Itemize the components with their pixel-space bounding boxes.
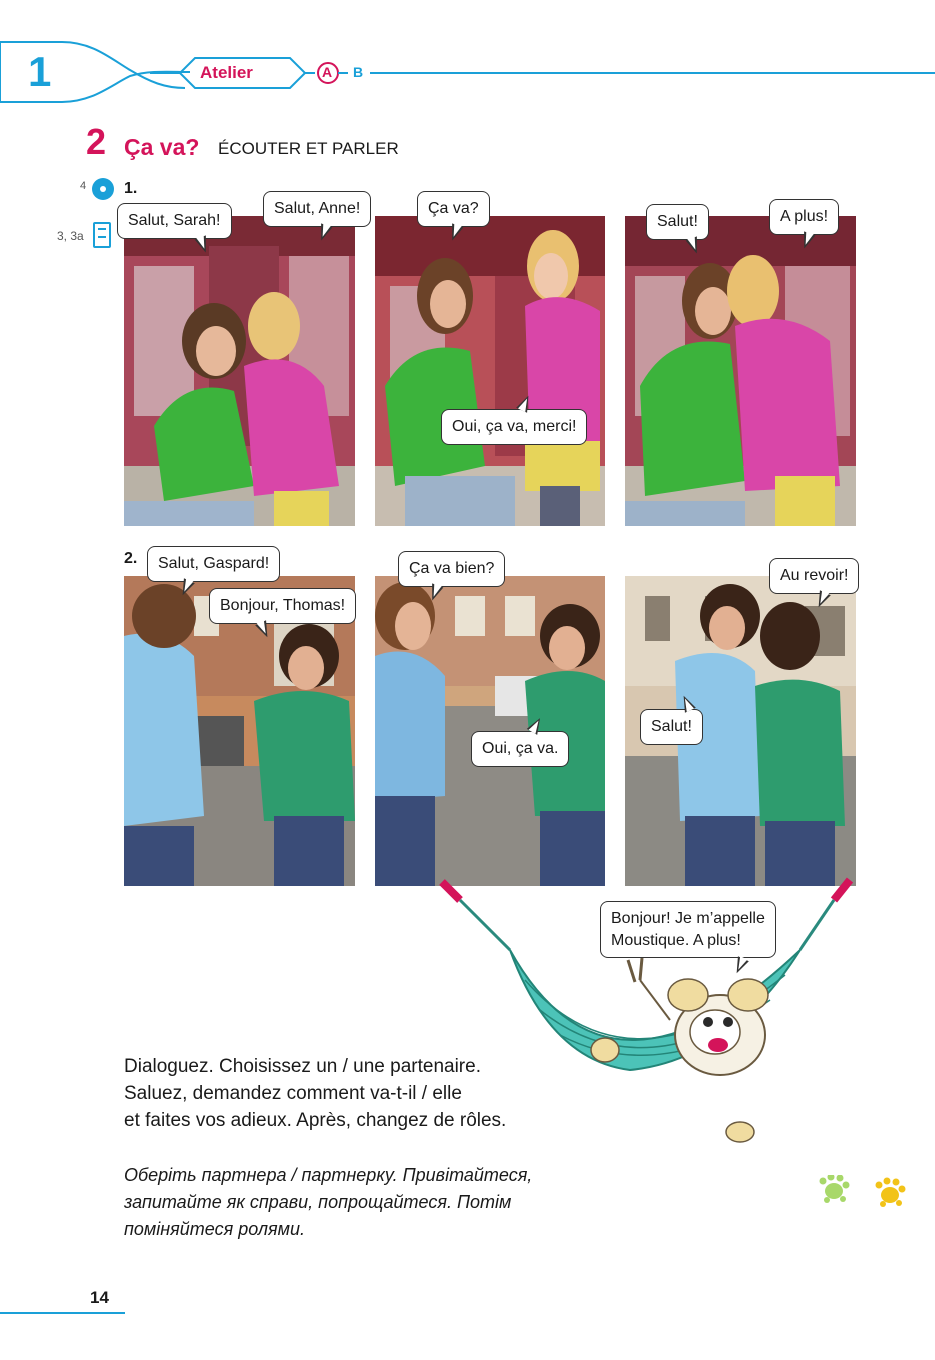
bubble-a-plus: A plus! [769, 199, 839, 235]
page-number: 14 [90, 1288, 109, 1307]
bubble-ca-va: Ça va? [417, 191, 490, 227]
header-ribbon [0, 0, 935, 110]
exercise-number: 2 [86, 121, 107, 162]
bubble-mascot [600, 901, 776, 958]
section-label: Atelier [200, 63, 253, 82]
bubble-salut-sarah: Salut, Sarah! [117, 203, 232, 239]
instructions-french [124, 1053, 506, 1134]
instruction-line: Dialoguez. Choisissez un / une partenaire. [124, 1056, 481, 1077]
audio-cd-icon[interactable] [92, 178, 114, 200]
tab-a[interactable]: A [322, 64, 333, 80]
bubble-salut-anne: Salut, Anne! [263, 191, 371, 227]
photo-ca-va [375, 216, 605, 526]
footer-divider [0, 1312, 125, 1314]
paw-prints-icon [818, 1175, 913, 1215]
bubble-salut-gaspard: Salut, Gaspard! [147, 546, 280, 582]
bubble-salut-2: Salut! [640, 709, 703, 745]
dialogue-1-label: 1. [124, 180, 138, 197]
instructions-ukrainian [124, 1162, 532, 1243]
workbook-reference: 3, 3a [57, 229, 84, 243]
audio-track-number: 4 [80, 180, 87, 192]
tab-b[interactable]: B [353, 64, 364, 80]
exercise-title: Ça va? [124, 134, 200, 160]
mascot-line-2: Moustique. A plus! [611, 931, 741, 949]
dialogue-2-label: 2. [124, 550, 138, 567]
instruction-line: et faites vos adieux. Après, changez de rôles. [124, 1110, 507, 1131]
bubble-oui-ca-va-merci: Oui, ça va, merci! [441, 409, 587, 445]
bubble-ca-va-bien: Ça va bien? [398, 551, 505, 587]
bubble-oui-ca-va: Oui, ça va. [471, 731, 569, 767]
instruction-line: запитайте як справи, попрощайтеся. Потім [124, 1192, 512, 1212]
bubble-bonjour-thomas: Bonjour, Thomas! [209, 588, 356, 624]
bubble-salut-1: Salut! [646, 204, 709, 240]
photo-goodbye-kiss [625, 216, 856, 526]
unit-number: 1 [28, 48, 52, 95]
mascot-line-1: Bonjour! Je m’appelle [611, 910, 765, 927]
instruction-line: Saluez, demandez comment va-t-il / elle [124, 1083, 462, 1104]
exercise-subtitle: ÉCOUTER ET PARLER [218, 139, 399, 158]
photo-greeting-kiss [124, 216, 355, 526]
workbook-icon [93, 222, 111, 248]
instruction-line: Оберіть партнера / партнерку. Привітайтеся, [124, 1165, 533, 1185]
instruction-line: поміняйтеся ролями. [124, 1219, 305, 1239]
bubble-au-revoir: Au revoir! [769, 558, 859, 594]
